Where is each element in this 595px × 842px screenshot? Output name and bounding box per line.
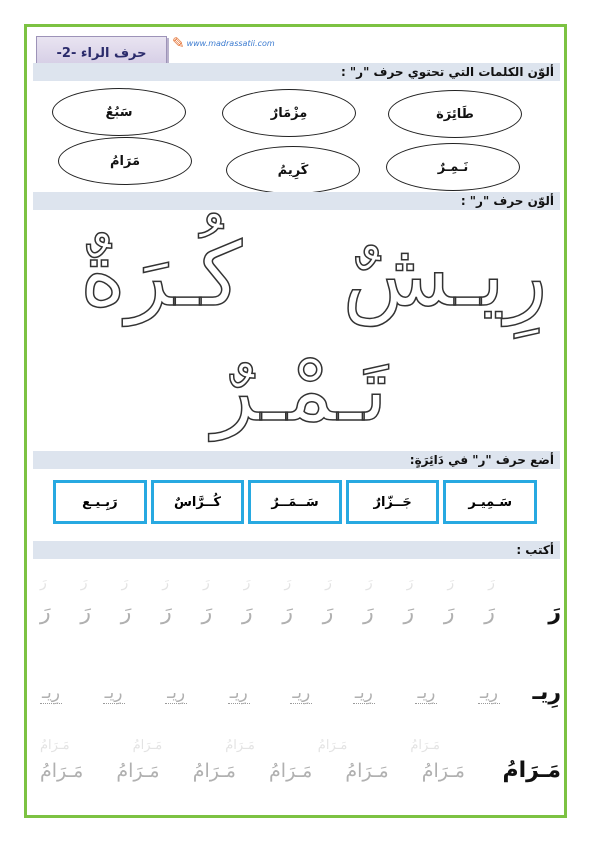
word-box[interactable]: سَــمَــرٌ [248, 480, 342, 524]
word-oval[interactable]: طَائِرَة [388, 90, 522, 138]
word-oval[interactable]: سَبُعٌ [52, 88, 186, 136]
word-oval[interactable]: مَرَامُ [58, 137, 192, 185]
instruction-color-words: ألوّن الكلمات التي تحتوي حرف "ر" : [33, 63, 560, 81]
trace-row[interactable]: رَ رَ رَ رَ رَ رَ رَ رَ رَ رَ رَ رَ [40, 600, 495, 625]
word-oval[interactable]: نَـمِـرٌ [386, 143, 520, 191]
outline-word[interactable]: كُـرَةٌ [79, 223, 243, 326]
outline-word[interactable]: تَـمْـرٌ [212, 338, 388, 441]
trace-row-upper: رَ رَ رَ رَ رَ رَ رَ رَ رَ رَ رَ رَ [40, 575, 495, 591]
site-logo [172, 31, 275, 55]
trace-row-upper: مَـرَامُ مَـرَامُ مَـرَامُ مَـرَامُ مَـرَامُ [40, 738, 440, 753]
instruction-circle-letter: أضع حرف "ر" في دَائِرَةٍ: [33, 451, 560, 469]
model-letter: رَ [548, 600, 561, 625]
model-word: مَـرَامُ [502, 758, 561, 783]
word-box[interactable]: كُــرَّاسٌ [151, 480, 245, 524]
pencil-icon: ✎ [172, 34, 185, 52]
logo-url: www.madrassatii.com [186, 38, 275, 48]
word-oval[interactable]: مِزْمَارٌ [222, 89, 356, 137]
word-boxes [53, 480, 537, 524]
outline-word[interactable]: رِيـشٌ [342, 223, 548, 326]
trace-row[interactable]: مَـرَامُ مَـرَامُ مَـرَامُ مَـرَامُ مَـرَامُ مَـرَامُ [40, 760, 465, 782]
page-title: حرف الراء -2- [36, 36, 167, 70]
instruction-color-letter: ألوّن حرف "ر" : [33, 192, 560, 210]
instruction-write: أكتب : [33, 541, 560, 559]
word-box[interactable]: جَــزّارٌ [346, 480, 440, 524]
word-box[interactable]: رَبِـيـع [53, 480, 147, 524]
word-box[interactable]: سَـمِيـر [443, 480, 537, 524]
word-oval[interactable]: كَرِيمُ [226, 146, 360, 194]
trace-row[interactable]: رِيـ رِيـ رِيـ رِيـ رِيـ رِيـ رِيـ رِيـ [42, 683, 498, 703]
model-letter: رِيـ [532, 680, 561, 705]
